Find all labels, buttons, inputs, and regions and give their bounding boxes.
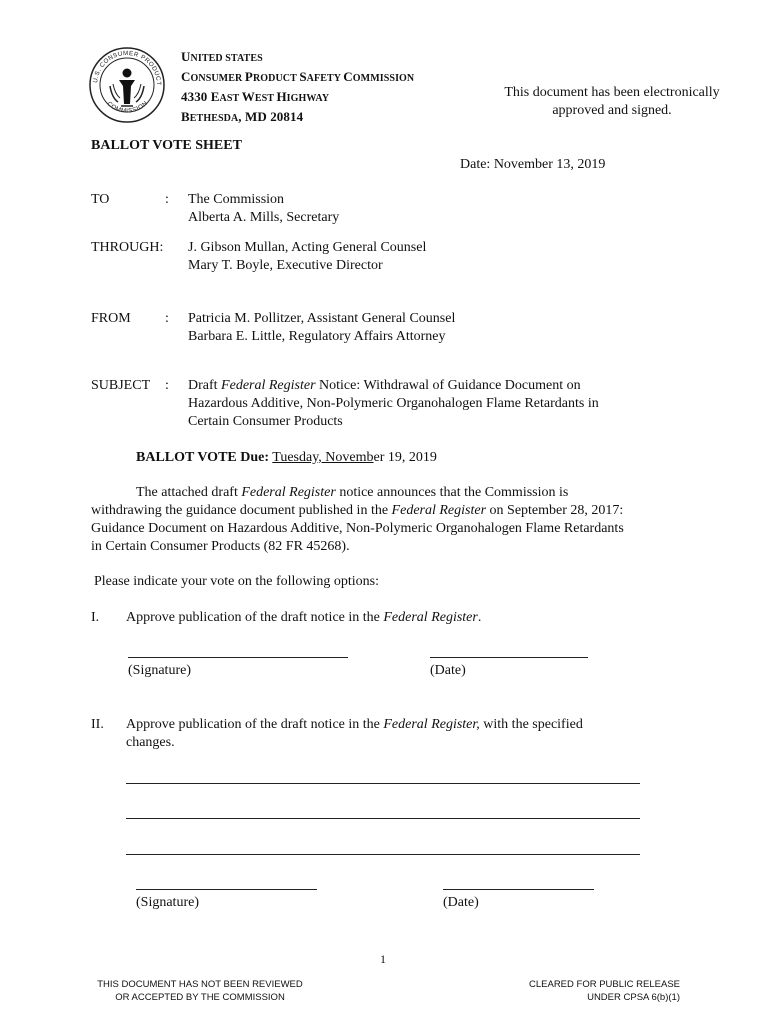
option-2-date-line[interactable] (443, 889, 594, 890)
city-line: BETHESDA, MD 20814 (181, 109, 304, 124)
from-senders (188, 310, 455, 346)
svg-text:U.S. CONSUMER PRODUCT SAFETY: U.S. CONSUMER PRODUCT (92, 49, 163, 86)
option-1-date-line[interactable] (430, 657, 588, 658)
option-1-signature-label: (Signature) (128, 663, 191, 678)
to-line2: Alberta A. Mills, Secretary (188, 210, 340, 225)
doc-date: Date: November 13, 2019 (460, 157, 606, 172)
option-2-line2: changes. (126, 735, 175, 750)
vote-instruction: Please indicate your vote on the following options: (94, 574, 380, 589)
through-line2: Mary T. Boyle, Executive Director (188, 258, 383, 273)
option-2-line1: Approve publication of the draft notice in the Federal Register, with the specified (126, 717, 583, 732)
option-1-text: Approve publication of the draft notice in the Federal Register. (126, 610, 482, 625)
option-1-number: I. (91, 610, 100, 625)
body-line4: in Certain Consumer Products (82 FR 45268). (91, 539, 350, 554)
through-line1: J. Gibson Mullan, Acting General Counsel (188, 240, 427, 255)
option-1-date-label: (Date) (430, 663, 466, 678)
approval-notice-line1: This document has been electronically (504, 85, 720, 100)
footer-right-line1: CLEARED FOR PUBLIC RELEASE (529, 979, 680, 990)
through-recipients (188, 239, 426, 275)
changes-line-2[interactable] (126, 818, 640, 819)
doc-title: BALLOT VOTE SHEET (91, 138, 242, 153)
footer-right (498, 978, 680, 1004)
ballot-due: BALLOT VOTE Due: Tuesday, November 19, 2019 (136, 450, 437, 465)
cpsc-seal (88, 46, 166, 124)
to-line1: The Commission (188, 192, 285, 207)
option-2-number: II. (91, 717, 104, 732)
ballot-due-label: BALLOT VOTE Due: (136, 450, 270, 465)
footer-left (90, 978, 310, 1004)
to-recipient (188, 191, 339, 227)
approval-notice (494, 84, 730, 120)
subject-line3: Certain Consumer Products (188, 414, 343, 429)
letterhead (181, 48, 414, 128)
subject-text (188, 377, 599, 431)
option-2-signature-line[interactable] (136, 889, 317, 890)
from-line2: Barbara E. Little, Regulatory Affairs Attorney (188, 329, 446, 344)
approval-notice-line2: approved and signed. (552, 103, 672, 118)
org-name-line1: UNITED STATES (181, 49, 263, 64)
from-label: FROM (91, 311, 131, 326)
option-2-date-label: (Date) (443, 895, 479, 910)
org-name-line2: CONSUMER PRODUCT SAFETY COMMISSION (181, 69, 415, 84)
from-colon: : (165, 311, 169, 326)
body-line1: The attached draft Federal Register notice announces that the Commission is (136, 485, 569, 500)
changes-line-1[interactable] (126, 783, 640, 784)
footer-left-line2: OR ACCEPTED BY THE COMMISSION (115, 992, 285, 1003)
subject-colon: : (165, 378, 169, 393)
svg-text:COMMISSION: COMMISSION (105, 99, 150, 115)
to-label: TO (91, 192, 110, 207)
changes-line-3[interactable] (126, 854, 640, 855)
to-colon: : (165, 192, 169, 207)
body-paragraph (91, 484, 691, 556)
from-line1: Patricia M. Pollitzer, Assistant General Counsel (188, 311, 456, 326)
option-2-signature-label: (Signature) (136, 895, 199, 910)
ballot-due-date: Tuesday, Novemb (272, 450, 374, 465)
subject-line2: Hazardous Additive, Non-Polymeric Organohalogen Flame Retardants in (188, 396, 599, 411)
body-line3: Guidance Document on Hazardous Additive, Non-Polymeric Organohalogen Flame Retardants (91, 521, 624, 536)
through-label: THROUGH: (91, 240, 164, 255)
footer-left-line1: THIS DOCUMENT HAS NOT BEEN REVIEWED (97, 979, 303, 990)
page-number: 1 (380, 952, 386, 966)
body-line2: withdrawing the guidance document published in the Federal Register on September 28, 2017: (91, 503, 624, 518)
footer-right-line2: UNDER CPSA 6(b)(1) (587, 992, 680, 1003)
seal-icon (88, 46, 166, 124)
subject-line1: Draft Federal Register Notice: Withdrawal of Guidance Document on (188, 378, 581, 393)
address-line: 4330 EAST WEST HIGHWAY (181, 89, 330, 104)
option-1-signature-line[interactable] (128, 657, 348, 658)
option-2-text (126, 716, 583, 752)
subject-label: SUBJECT (91, 378, 151, 393)
